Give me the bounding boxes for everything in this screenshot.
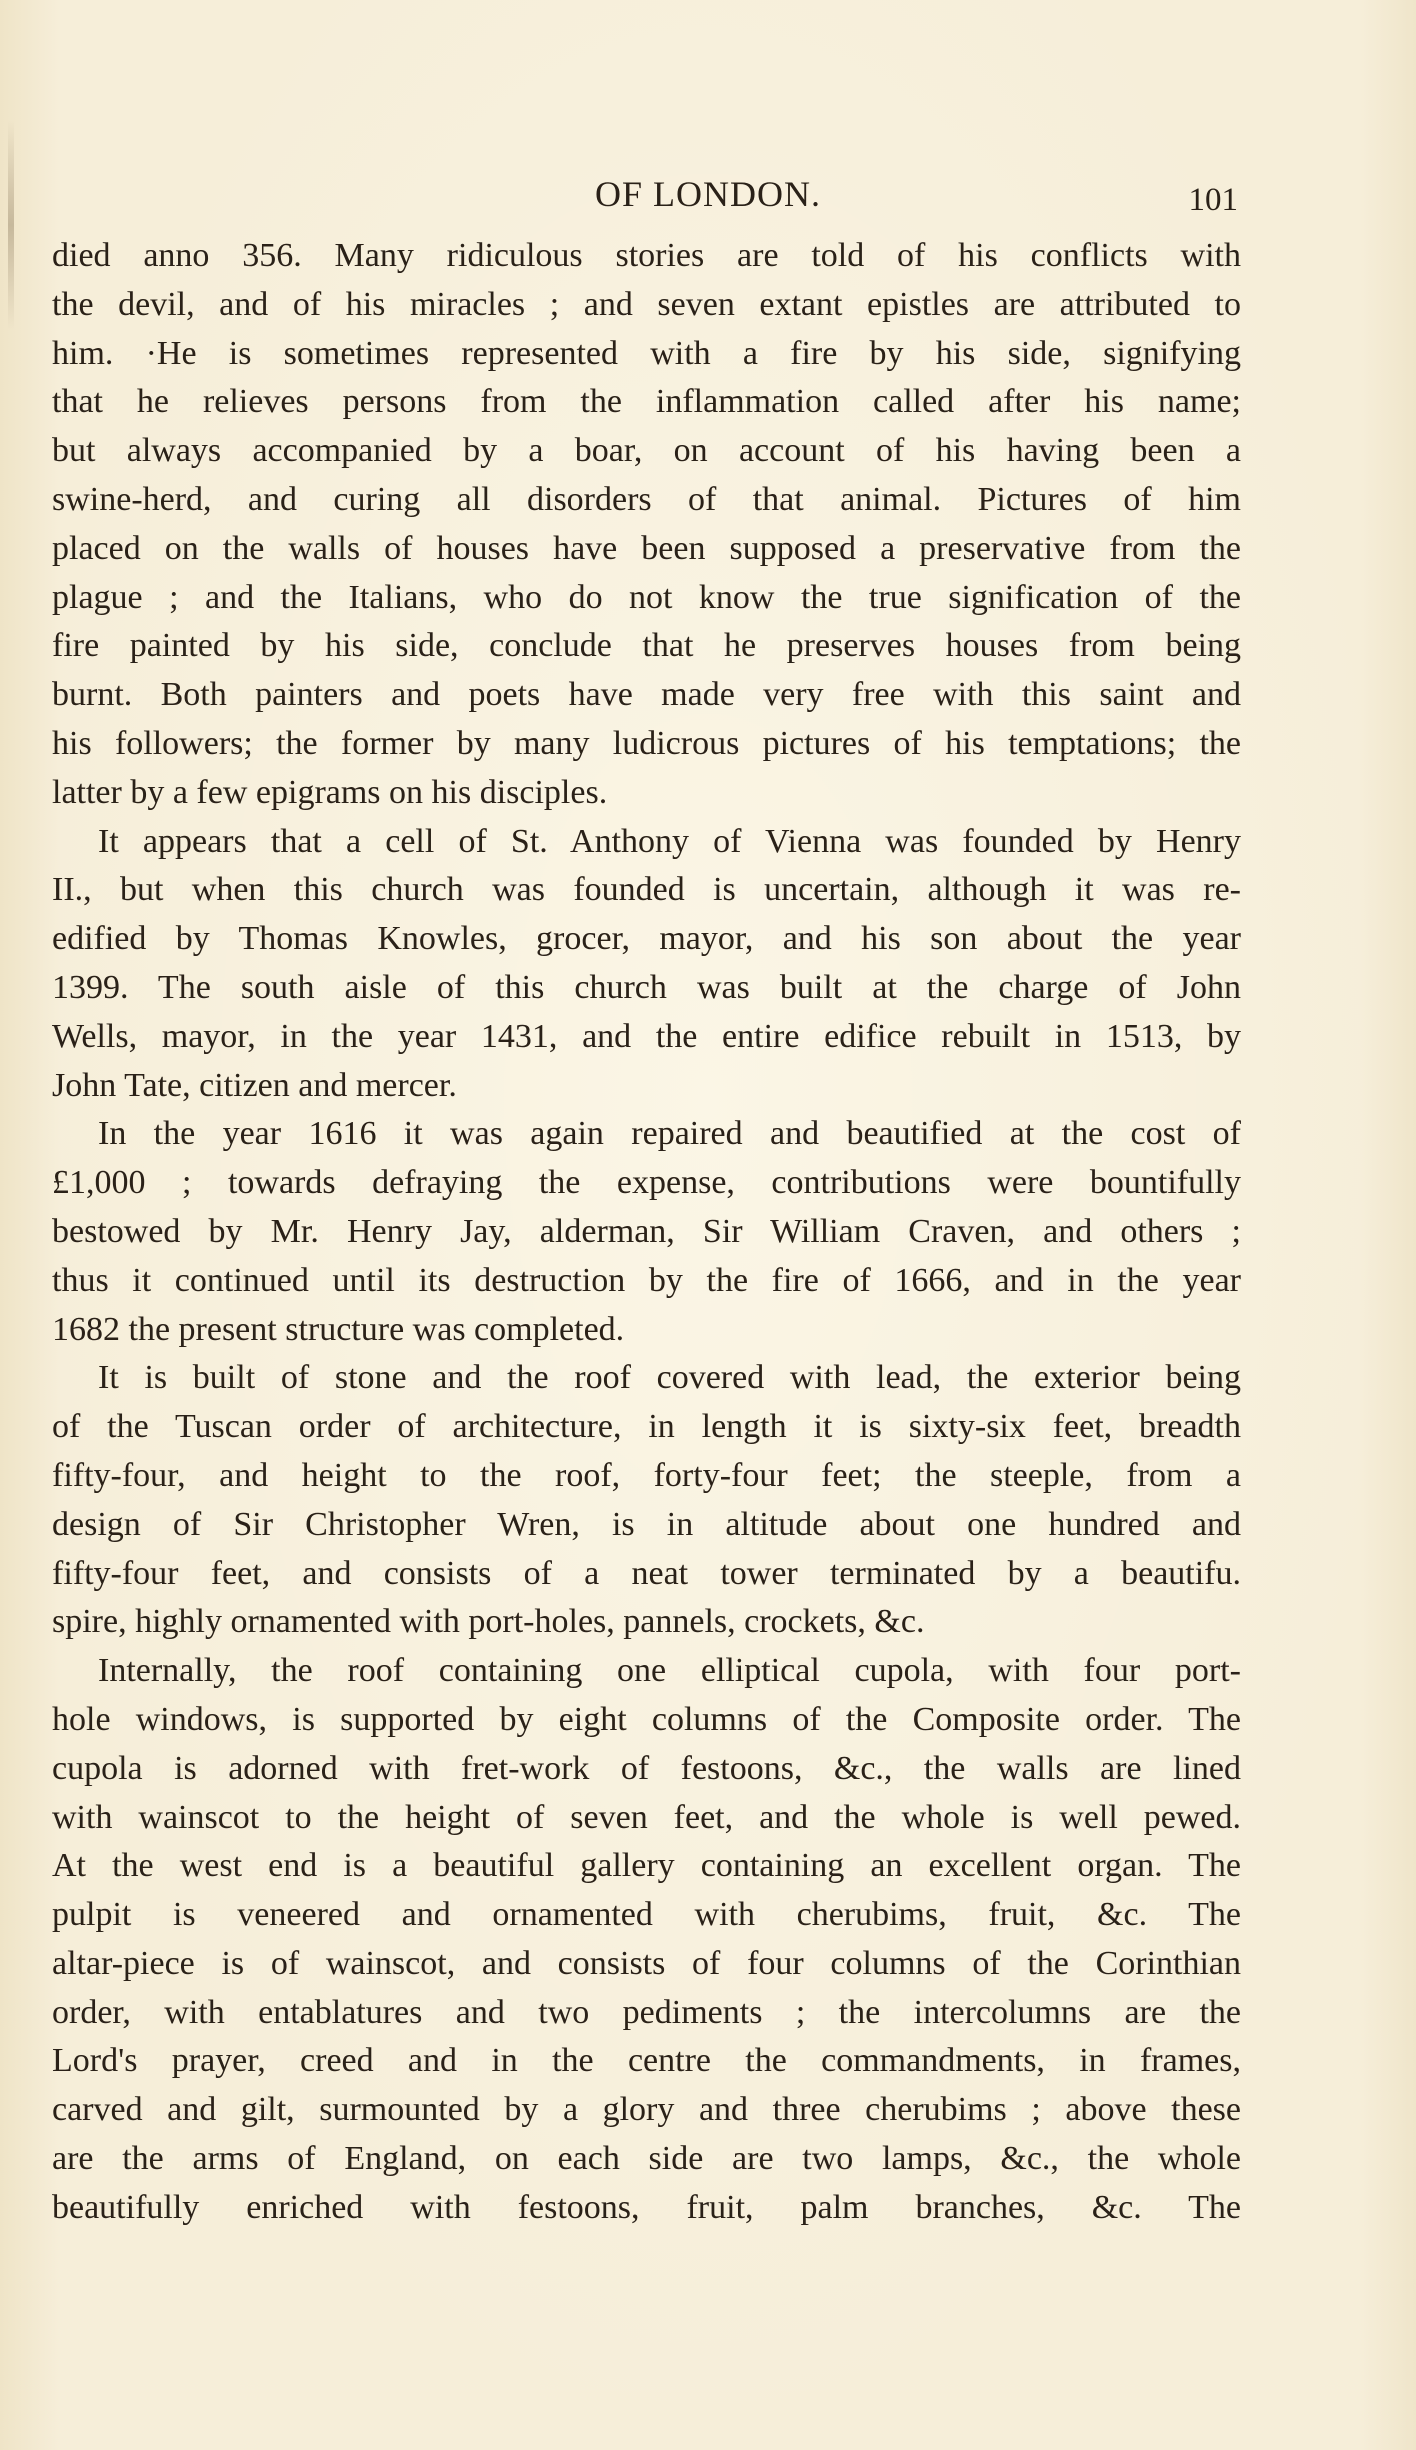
text-line: but always accompanied by a boar, on account of his having been a [52,432,1241,470]
page-number: 101 [1188,182,1238,218]
text-line: hole windows, is supported by eight columns of the Composite order. The [52,1700,1241,1738]
text-line: edified by Thomas Knowles, grocer, mayor, and his son about the year [52,920,1241,958]
text-line: him. ·He is sometimes represented with a fire by his side, signifying [52,334,1241,372]
body-text [52,232,1241,2233]
text-line: swine-herd, and curing all disorders of that animal. Pictures of him [52,480,1241,518]
text-line: Internally, the roof containing one elliptical cupola, with four port- [98,1652,1241,1690]
text-line: fifty-four, and height to the roof, forty-four feet; the steeple, from a [52,1456,1241,1494]
text-line: At the west end is a beautiful gallery containing an excellent organ. The [52,1847,1241,1885]
text-line: with wainscot to the height of seven feet, and the whole is well pewed. [52,1798,1241,1836]
text-line: died anno 356. Many ridiculous stories are told of his conflicts with [52,237,1241,274]
text-line: In the year 1616 it was again repaired and beautified at the cost of [98,1115,1241,1153]
text-line: altar-piece is of wainscot, and consists of four columns of the Corinthian [52,1944,1241,1982]
text-line: Lord's prayer, creed and in the centre the commandments, in frames, [52,2042,1241,2080]
text-line: beautifully enriched with festoons, fruit, palm branches, &c. The [52,2188,1241,2226]
running-head [0,168,1416,220]
text-line: placed on the walls of houses have been supposed a preservative from the [52,529,1241,567]
text-line: thus it continued until its destruction by the fire of 1666, and in the year [52,1261,1241,1299]
text-line: of the Tuscan order of architecture, in length it is sixty-six feet, breadth [52,1408,1241,1446]
text-line: his followers; the former by many ludicrous pictures of his temptations; the [52,724,1241,762]
text-line: the devil, and of his miracles ; and seven extant epistles are attributed to [52,285,1241,323]
text-line: spire, highly ornamented with port-holes, pannels, crockets, &c. [52,1603,925,1641]
text-line: that he relieves persons from the inflammation called after his name; [52,383,1241,421]
running-title: OF LONDON. [595,174,821,214]
text-line: It is built of stone and the roof covered with lead, the exterior being [98,1359,1241,1397]
binding-shadow [8,120,14,330]
text-line: 1682 the present structure was completed. [52,1310,625,1348]
text-line: It appears that a cell of St. Anthony of Vienna was founded by Henry [98,822,1241,860]
text-line: bestowed by Mr. Henry Jay, alderman, Sir William Craven, and others ; [52,1212,1241,1250]
text-line: burnt. Both painters and poets have made very free with this saint and [52,676,1241,714]
text-line: fire painted by his side, conclude that he preserves houses from being [52,627,1241,665]
text-line: fifty-four feet, and consists of a neat tower terminated by a beautifu. [52,1554,1241,1592]
text-line: latter by a few epigrams on his disciples. [52,773,608,811]
text-line: John Tate, citizen and mercer. [52,1066,457,1104]
text-line: order, with entablatures and two pediments ; the intercolumns are the [52,1993,1241,2031]
text-line: plague ; and the Italians, who do not know the true signification of the [52,578,1241,616]
text-line: 1399. The south aisle of this church was built at the charge of John [52,968,1241,1006]
text-line: II., but when this church was founded is uncertain, although it was re- [52,871,1241,909]
text-line: Wells, mayor, in the year 1431, and the entire edifice rebuilt in 1513, by [52,1017,1241,1055]
text-line: design of Sir Christopher Wren, is in altitude about one hundred and [52,1505,1241,1543]
text-line: pulpit is veneered and ornamented with cherubims, fruit, &c. The [52,1896,1241,1934]
text-line: carved and gilt, surmounted by a glory and three cherubims ; above these [52,2091,1241,2129]
text-line: cupola is adorned with fret-work of festoons, &c., the walls are lined [52,1749,1241,1787]
text-line: are the arms of England, on each side are two lamps, &c., the whole [52,2140,1241,2178]
text-line: £1,000 ; towards defraying the expense, contributions were bountifully [52,1164,1241,1202]
